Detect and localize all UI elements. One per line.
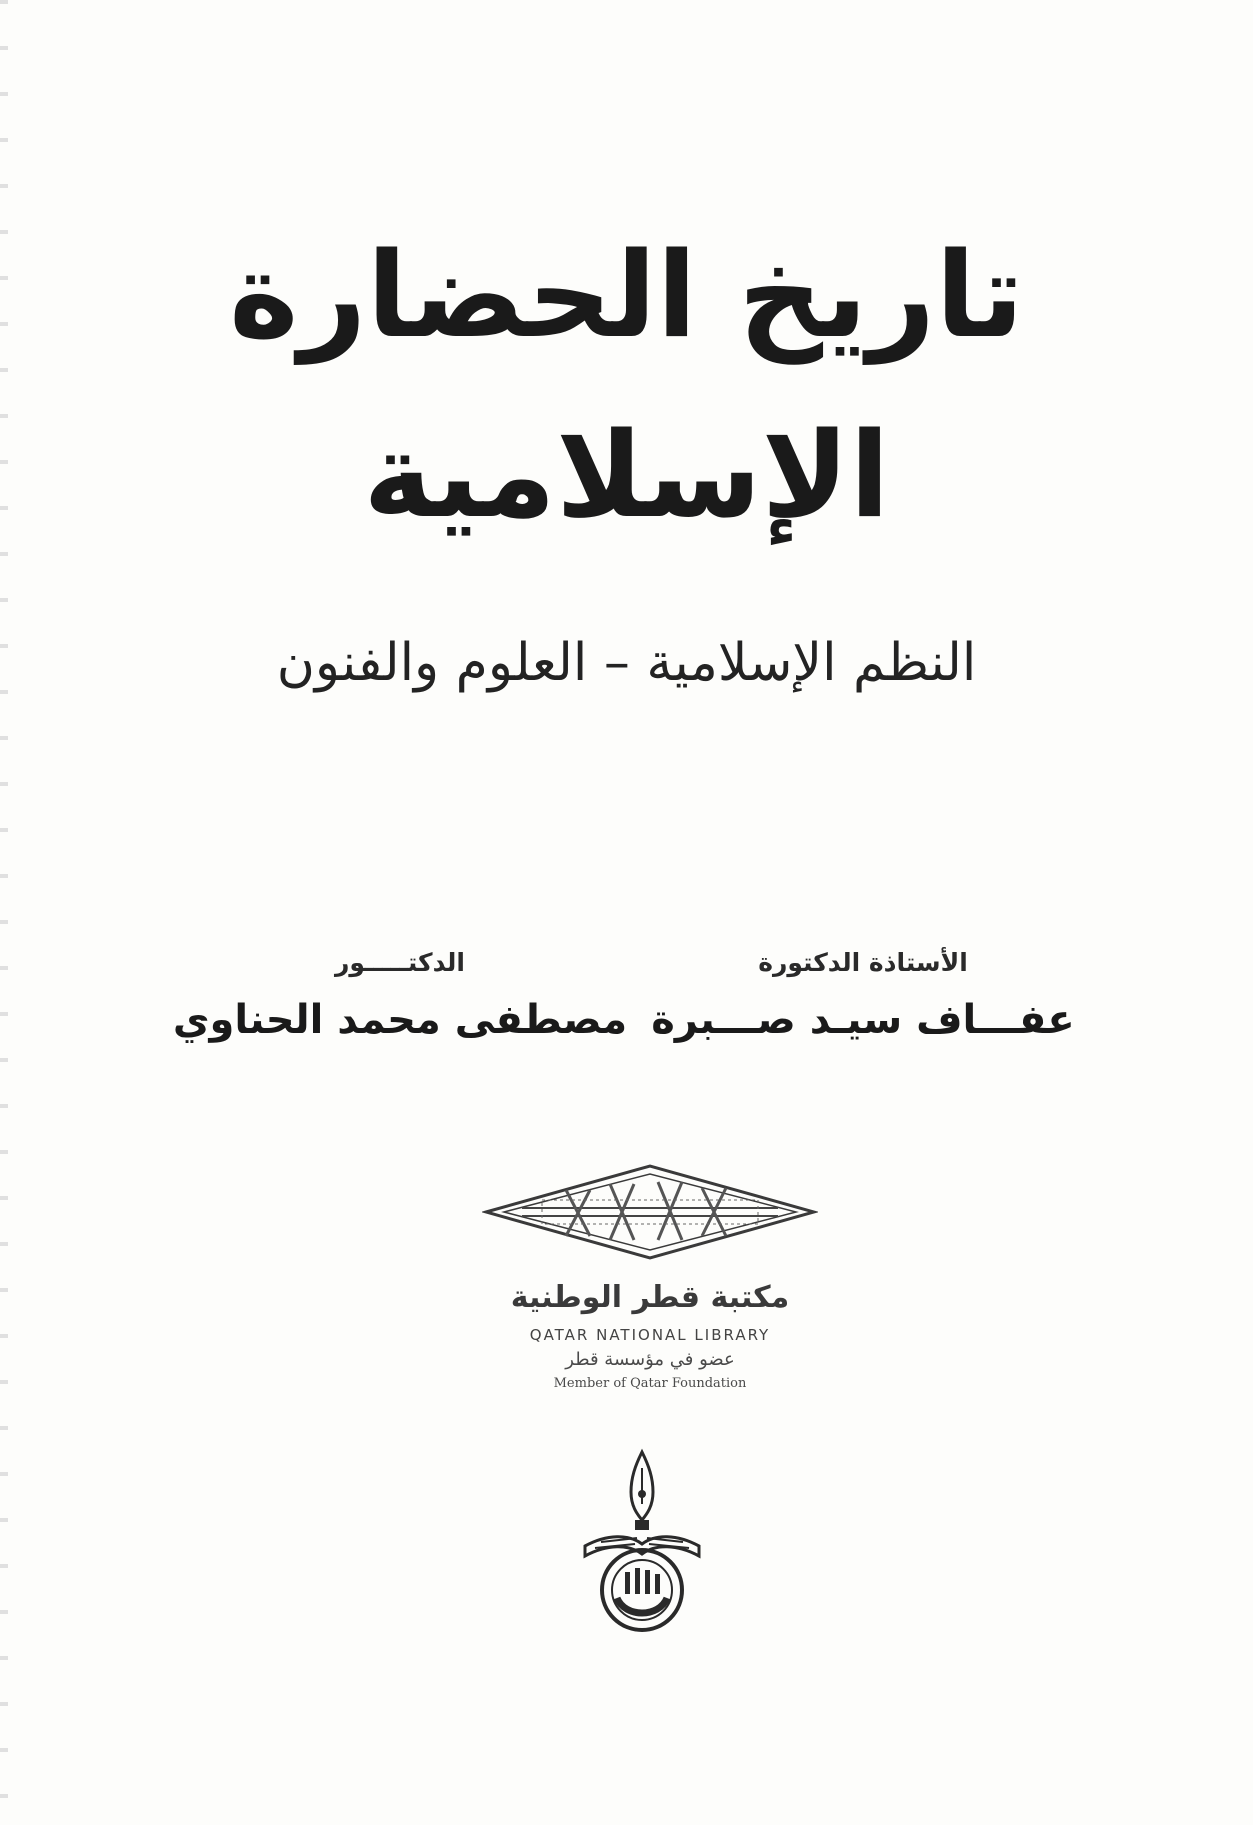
author-2 [165, 945, 635, 1049]
publisher-pen-book-logo-icon [577, 1448, 707, 1638]
scan-edge [0, 0, 8, 1825]
author-1 [628, 945, 1098, 1049]
author-1-title: الأستاذة الدكتورة [758, 948, 968, 977]
library-member-arabic: عضو في مؤسسة قطر [565, 1349, 735, 1370]
library-emblem-icon [482, 1160, 818, 1272]
book-title-line-2: الإسلامية [363, 406, 890, 544]
library-name-arabic: مكتبة قطر الوطنية [510, 1280, 790, 1315]
author-2-name: مصطفى محمد الحناوي [172, 997, 628, 1043]
library-stamp [470, 1160, 830, 1400]
library-name-english: QATAR NATIONAL LIBRARY [529, 1326, 771, 1344]
author-1-name: عفـــاف سيـد صـــبرة [651, 997, 1075, 1043]
author-2-title: الدكتـــــور [335, 948, 465, 977]
book-subtitle: النظم الإسلامية – العلوم والفنون [276, 633, 977, 693]
library-member-english: Member of Qatar Foundation [553, 1376, 747, 1391]
book-title-line-1: تاريخ الحضارة [229, 226, 1024, 364]
